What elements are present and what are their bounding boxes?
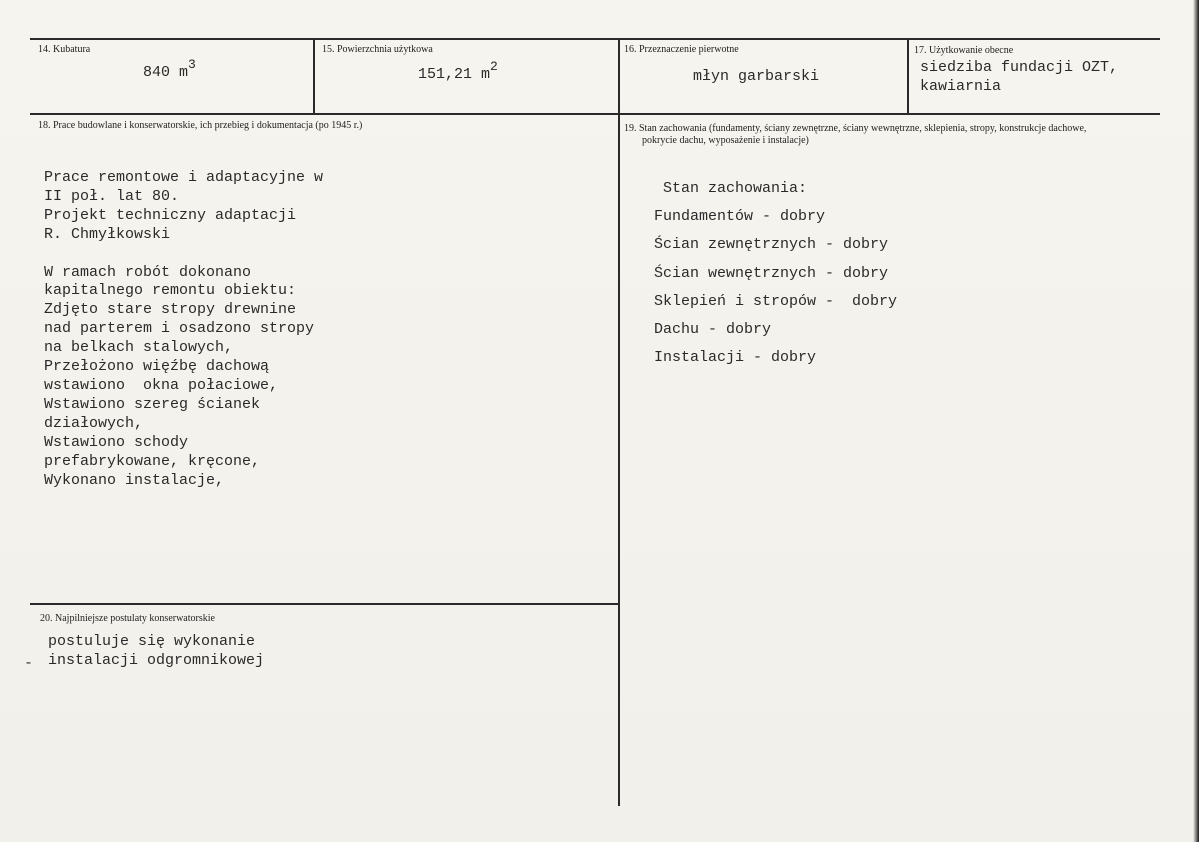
- field-18-text: [44, 169, 323, 490]
- field-18-line: R. Chmyłkowski: [44, 225, 171, 243]
- field-14-value: 840 m3: [143, 57, 196, 81]
- field-18-line: wstawiono okna połaciowe,: [44, 376, 279, 394]
- field-15-unit-exponent: 2: [490, 59, 498, 74]
- row1-bottom-rule: [30, 113, 1160, 115]
- field-17-label: 17. Użytkowanie obecne: [914, 45, 1014, 56]
- field-18-line: W ramach robót dokonano: [44, 263, 252, 281]
- field-18-line: [44, 245, 323, 264]
- field-14-unit-exponent: 3: [188, 57, 196, 72]
- field-18-line: II poł. lat 80.: [44, 187, 180, 205]
- scan-edge-shadow: [1193, 0, 1199, 842]
- field-18-line: Prace remontowe i adaptacyjne w: [44, 169, 324, 186]
- field-20-label: 20. Najpilniejsze postulaty konserwatorskie: [40, 613, 215, 624]
- field-19-line: Sklepień i stropów - dobry: [654, 292, 898, 310]
- field-17-line: kawiarnia: [920, 77, 1002, 95]
- field-16-label: 16. Przeznaczenie pierwotne: [624, 44, 739, 55]
- field-19-heading: Stan zachowania:: [663, 180, 808, 197]
- field-19-line: Ścian wewnętrznych - dobry: [654, 264, 889, 282]
- field-16-value: młyn garbarski: [693, 68, 820, 85]
- field-20-text: [48, 633, 264, 671]
- field-19-line: Dachu - dobry: [654, 321, 772, 339]
- field-18-line: kapitalnego remontu obiektu:: [44, 282, 297, 300]
- field-18-line: nad parterem i osadzono stropy: [44, 320, 315, 338]
- col-divider-main: [618, 38, 620, 806]
- field-20-line: postuluje się wykonanie: [48, 633, 256, 650]
- top-rule: [30, 38, 1160, 40]
- field-17-line: siedziba fundacji OZT,: [920, 59, 1119, 76]
- field-18-line: Wstawiono szereg ścianek: [44, 395, 261, 413]
- field-18-line: na belkach stalowych,: [44, 339, 234, 357]
- field-18-line: prefabrykowane, kręcone,: [44, 452, 261, 470]
- field-18-line: Wykonano instalacje,: [44, 471, 225, 489]
- field-19-line: Ścian zewnętrznych - dobry: [654, 236, 889, 254]
- field-19-line: Instalacji - dobry: [654, 349, 817, 367]
- field-19-label-line1: 19. Stan zachowania (fundamenty, ściany zewnętrzne, ściany wewnętrzne, sklepienia, stropy, konstrukcje dachowe,: [624, 123, 1087, 134]
- field-20-line: instalacji odgromnikowej: [48, 651, 265, 669]
- field-15-value: 151,21 m2: [418, 59, 498, 83]
- section-20-top-rule: [30, 603, 620, 605]
- field-18-line: Projekt techniczny adaptacji: [44, 206, 297, 224]
- col-divider-16-17: [907, 38, 909, 115]
- col-divider-14-15: [313, 38, 315, 115]
- field-18-label: 18. Prace budowlane i konserwatorskie, ich przebieg i dokumentacja (po 1945 r.): [38, 120, 363, 131]
- field-19-line: Fundamentów - dobry: [654, 208, 826, 225]
- field-17-value: [920, 59, 1118, 97]
- field-18-line: Przełożono więźbę dachową: [44, 358, 270, 376]
- margin-mark: -: [24, 655, 34, 672]
- field-18-line: Wstawiono schody: [44, 433, 189, 451]
- field-18-line: Zdjęto stare stropy drewnine: [44, 301, 297, 319]
- field-19-label-line2: pokrycie dachu, wyposażenie i instalacje): [642, 135, 809, 146]
- field-15-label: 15. Powierzchnia użytkowa: [322, 44, 433, 55]
- field-14-label: 14. Kubatura: [38, 44, 91, 55]
- field-19-list: [654, 203, 897, 373]
- field-18-line: działowych,: [44, 414, 144, 432]
